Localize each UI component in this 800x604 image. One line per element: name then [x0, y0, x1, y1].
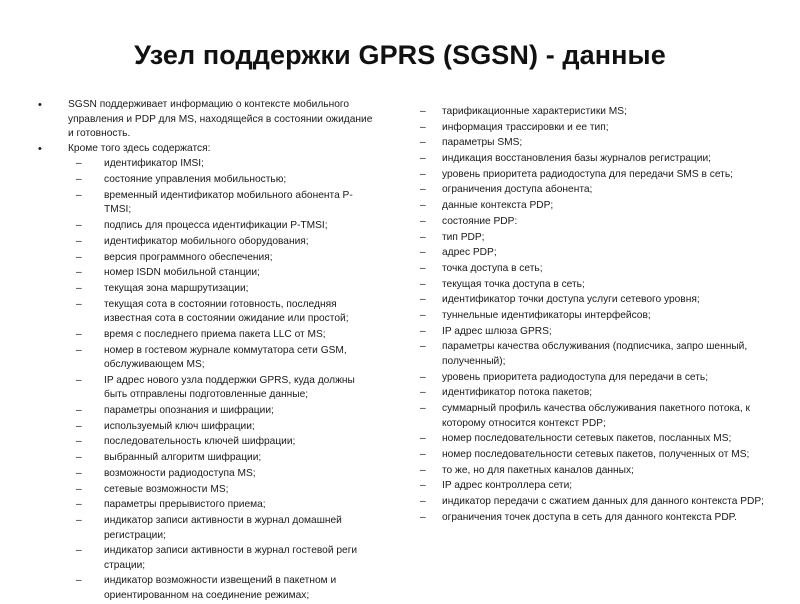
list-item: – выбранный алгоритм шифрации; — [36, 451, 376, 466]
list-item: – индикатор возможности извещений в пакетном и ориентированном на соединение режимах; — [36, 574, 376, 603]
list-item: – IP адрес нового узла поддержки GPRS, куда должны быть отправлены подготовленные данные; — [36, 374, 376, 403]
list-item: – подпись для процесса идентификации P-TMSI; — [36, 219, 376, 234]
list-item: – идентификатор IMSI; — [36, 157, 376, 172]
list-item: – туннельные идентификаторы интерфейсов; — [420, 309, 768, 324]
list-item: – параметры опознания и шифрации; — [36, 404, 376, 419]
list-item: – уровень приоритета радиодоступа для передачи SMS в сеть; — [420, 168, 768, 183]
list-item: – возможности радиодоступа MS; — [36, 467, 376, 482]
list-item: – номер последовательности сетевых пакетов, посланных MS; — [420, 432, 768, 447]
list-item: – параметры качества обслуживания (подписчика, запро шенный, полученный); — [420, 340, 768, 369]
list-item: – идентификатор потока пакетов; — [420, 386, 768, 401]
list-item: – временный идентификатор мобильного абонента P-TMSI; — [36, 189, 376, 218]
list-item: – текущая точка доступа в сеть; — [420, 278, 768, 293]
list-item: – параметры прерывистого приема; — [36, 498, 376, 513]
list-item: – тарификационные характеристики MS; — [420, 105, 768, 120]
list-item: – индикатор записи активности в журнал домашней регистрации; — [36, 514, 376, 543]
list-item: – состояние управления мобильностью; — [36, 173, 376, 188]
list-item: – адрес PDP; — [420, 246, 768, 261]
list-item: – информация трассировки и ее тип; — [420, 121, 768, 136]
list-item: – IP адрес шлюза GPRS; — [420, 325, 768, 340]
list-item: – данные контекста PDP; — [420, 199, 768, 214]
page-title: Узел поддержки GPRS (SGSN) - данные — [134, 40, 666, 70]
list-item: – номер в гостевом журнале коммутатора сети GSM, обслуживающем MS; — [36, 344, 376, 373]
list-item: – IP адрес контроллера сети; — [420, 479, 768, 494]
list-item: – сетевые возможности MS; — [36, 483, 376, 498]
list-item: – время с последнего приема пакета LLC от MS; — [36, 328, 376, 343]
bullet-contains: • Кроме того здесь содержатся: — [36, 142, 376, 157]
list-item: – идентификатор точки доступа услуги сетевого уровня; — [420, 293, 768, 308]
list-item: – точка доступа в сеть; — [420, 262, 768, 277]
list-item: – индикация восстановления базы журналов регистрации; — [420, 152, 768, 167]
list-item: – ограничения доступа абонента; — [420, 183, 768, 198]
list-item: – текущая зона маршрутизации; — [36, 282, 376, 297]
right-column — [420, 105, 768, 526]
list-item: – последовательность ключей шифрации; — [36, 435, 376, 450]
bullet-intro: • SGSN поддерживает информацию о контексте мобильного управления и PDP для MS, находящейся в состоянии ожидание и готовность. — [36, 98, 376, 142]
list-item: – номер последовательности сетевых пакетов, полученных от MS; — [420, 448, 768, 463]
list-item: – текущая сота в состоянии готовность, последняя известная сота в состоянии ожидание или простой; — [36, 298, 376, 327]
list-item: – идентификатор мобильного оборудования; — [36, 235, 376, 250]
list-item: – используемый ключ шифрации; — [36, 420, 376, 435]
list-item: – уровень приоритета радиодоступа для передачи в сеть; — [420, 371, 768, 386]
list-item: – суммарный профиль качества обслуживания пакетного потока, к которому относится контекст PDP; — [420, 402, 768, 431]
list-item: – версия программного обеспечения; — [36, 251, 376, 266]
list-item: – состояние PDP: — [420, 215, 768, 230]
list-item: – индикатор передачи с сжатием данных для данного контекста PDP; — [420, 495, 768, 510]
list-item: – параметры SMS; — [420, 136, 768, 151]
list-item: – то же, но для пакетных каналов данных; — [420, 464, 768, 479]
list-item: – номер ISDN мобильной станции; — [36, 266, 376, 281]
list-item: – тип PDP; — [420, 231, 768, 246]
list-item: – ограничения точек доступа в сеть для данного контекста PDP. — [420, 511, 768, 526]
left-column — [36, 98, 376, 604]
list-item: – индикатор записи активности в журнал гостевой реги страции; — [36, 544, 376, 573]
